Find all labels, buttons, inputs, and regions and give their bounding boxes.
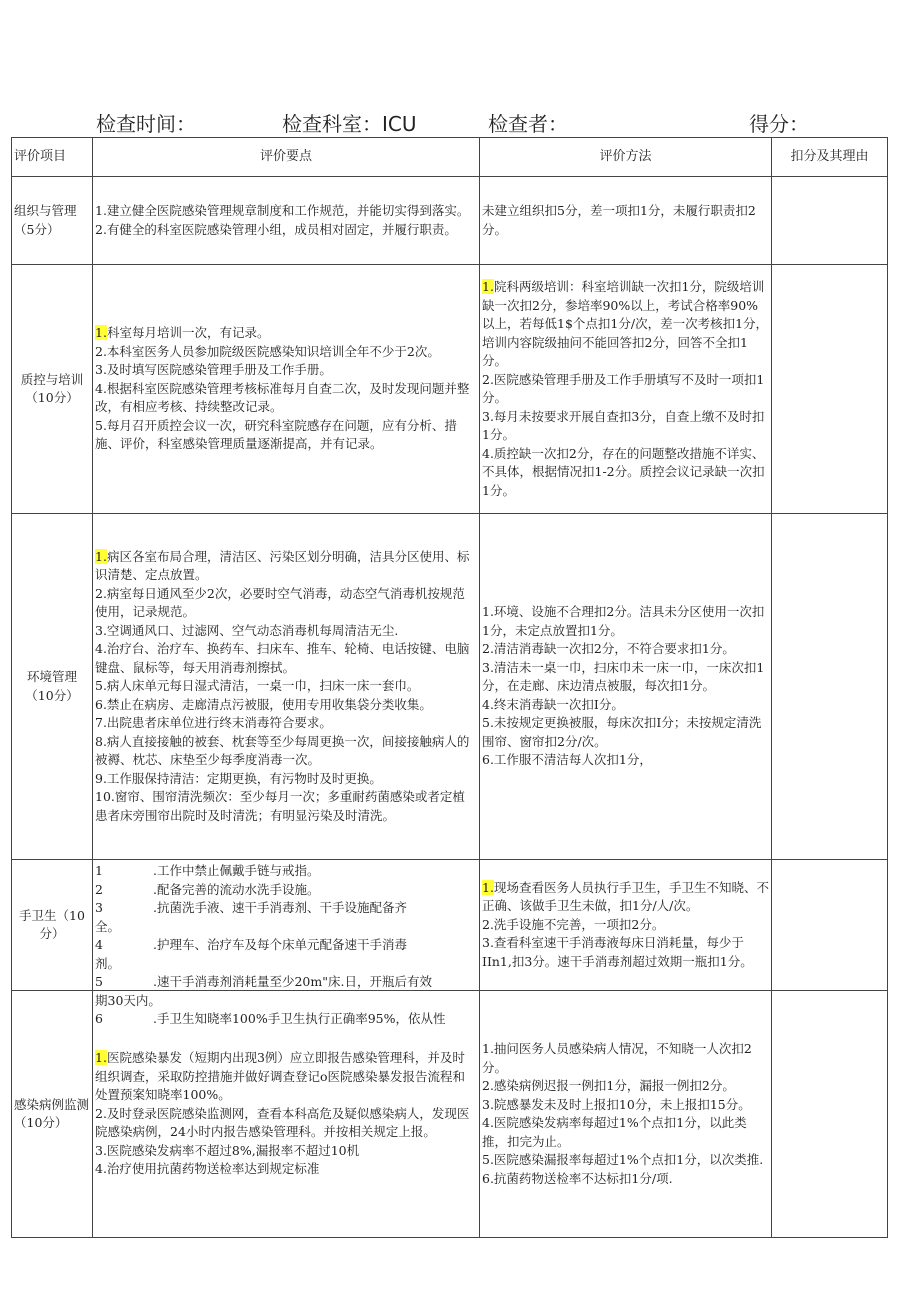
row-deduction-cell[interactable] bbox=[772, 177, 888, 265]
point-item: 3.医院感染发病率不超过8%,漏报率不超过10机 bbox=[95, 1142, 360, 1158]
point-number: 1 bbox=[95, 863, 103, 878]
point-item: 2.病室每日通风至少2次，必要时空气消毒，动态空气消毒机按规范使用，记录规范。 bbox=[95, 585, 465, 620]
point-item: 3 .抗菌洗手液、速干手消毒剂、干手设施配备齐 bbox=[95, 899, 477, 918]
highlight-marker: 1. bbox=[95, 1050, 107, 1066]
method-item: 3.每月未按要求开展自查扣3分，自查上缴不及时扣1分。 bbox=[482, 408, 765, 442]
point-item: 1.建立健全医院感染管理规章制度和工作规范，并能切实得到落实。 bbox=[95, 203, 470, 218]
point-item: 2.有健全的科室医院感染管理小组，成员相对固定，并履行职责。 bbox=[95, 221, 457, 237]
row-category: 质控与培训（10分） bbox=[12, 265, 93, 514]
point-item: 1.医院感染暴发（短期内出现3例）应立即报告感染管理科，并及时组织调查，采取防控措施并做好调查登记o医院感染暴发报告流程和处置预案知晓率100%。 bbox=[95, 1050, 466, 1103]
method-item: 6.抗菌药物送检率不达标扣1分/项. bbox=[482, 1170, 673, 1186]
method-item: 1.抽问医务人员感染病人情况，不知晓一人次扣2分。 bbox=[482, 1041, 752, 1075]
highlight-marker: 1. bbox=[482, 279, 494, 294]
point-item: 5.病人床单元每日湿式清洁，一桌一巾，扫床一床一套巾。 bbox=[95, 678, 420, 694]
point-number: 2 bbox=[95, 881, 103, 897]
column-header-item: 评价项目 bbox=[12, 138, 93, 177]
method-item: 2.洗手设施不完善，一项扣2分。 bbox=[482, 916, 665, 932]
row-points bbox=[93, 265, 480, 514]
table-row bbox=[12, 265, 888, 514]
point-item: 8.病人直接接触的被套、枕套等至少每周更换一次，间接接触病人的被褥、枕芯、床垫至少每季度消毒一次。 bbox=[95, 733, 470, 768]
point-item: 4.治疗台、治疗车、换药车、扫床车、推车、轮椅、电话按键、电脑键盘、鼠标等，每天用消毒剂擦拭。 bbox=[95, 641, 470, 675]
row-method bbox=[480, 177, 772, 265]
row-deduction-cell[interactable] bbox=[772, 860, 888, 991]
inspection-header bbox=[0, 108, 920, 138]
point-item-continued: 全。 bbox=[95, 918, 121, 934]
method-item: 3.清洁未一桌一巾，扫床巾未一床一巾，一床次扣1分，在走廊、床边清点被服，每次扣1分。 bbox=[482, 659, 765, 694]
point-item: 1.科室每月培训一次，有记录。 bbox=[95, 325, 270, 341]
method-item: 6.工作服不清洁每人次扣1分， bbox=[482, 752, 652, 768]
point-item: 2 .配备完善的流动水洗手设施。 bbox=[95, 881, 477, 900]
point-item: 5 .速干手消毒剂消耗量至少20m"床.日，开瓶后有效 bbox=[95, 973, 477, 992]
method-item: 2.医院感染管理手册及工作手册填写不及时一项扣1分。 bbox=[482, 371, 765, 405]
row-deduction-cell[interactable] bbox=[772, 991, 888, 1238]
point-item: 6 .手卫生知晓率100%手卫生执行正确率95%，依从性 bbox=[95, 1010, 477, 1029]
method-item: 3.查看科室速干手消毒液每床日消耗量，每少于IIn1,扣3分。速干手消毒剂超过效期一瓶扣1分。 bbox=[482, 935, 753, 969]
table-row bbox=[12, 514, 888, 860]
highlight-marker: 1. bbox=[95, 325, 107, 341]
method-item: 2.感染病例迟报一例扣1分，漏报一例扣2分。 bbox=[482, 1078, 735, 1093]
evaluation-table bbox=[11, 137, 888, 1238]
point-item: 4.根据科室医院感染管理考核标准每月自查二次，及时发现问题并整改，有相应考核、持续整改记录。 bbox=[95, 380, 470, 415]
method-item: 1.现场查看医务人员执行手卫生，手卫生不知晓、不正确、该做手卫生未做，扣1分/人/次。 bbox=[482, 879, 769, 914]
method-item: 未建立组织扣5分，差一项扣1分，未履行职责扣2分。 bbox=[482, 203, 756, 237]
highlight-marker: 1. bbox=[95, 548, 107, 564]
row-deduction-cell[interactable] bbox=[772, 265, 888, 514]
row-deduction-cell[interactable] bbox=[772, 514, 888, 860]
method-item: 1.环境、设施不合理扣2分。洁具未分区使用一次扣1分，未定点放置扣1分。 bbox=[482, 604, 765, 638]
row-points bbox=[93, 860, 480, 1026]
column-header-method: 评价方法 bbox=[480, 138, 772, 177]
row-method bbox=[480, 514, 772, 860]
column-header-deduction: 扣分及其理由 bbox=[772, 138, 888, 177]
point-item: 9.工作服保持清洁：定期更换，有污物时及时更换。 bbox=[95, 770, 382, 786]
row-method bbox=[480, 991, 772, 1238]
method-item: 5.未按规定更换被服，每床次扣I分；未按规定清洗围帘、窗帘扣2分/次。 bbox=[482, 715, 762, 749]
method-item: 2.清洁消毒缺一次扣2分，不符合要求扣1分。 bbox=[482, 641, 735, 657]
point-item: 2.本科室医务人员参加院级医院感染知识培训全年不少于2次。 bbox=[95, 343, 440, 359]
method-item: 4.质控缺一次扣2分，存在的问题整改措施不详实、不具体，根据情况扣1-2分。质控会议记录缺一次扣1分。 bbox=[482, 445, 765, 498]
row-points bbox=[93, 514, 480, 860]
row-category: 感染病例监测（10分） bbox=[12, 991, 93, 1238]
point-number: 6 bbox=[95, 1011, 103, 1026]
point-number: 5 bbox=[95, 974, 103, 989]
row-category: 手卫生（10分） bbox=[12, 860, 93, 991]
inspector-label: 检查者： bbox=[488, 112, 568, 136]
point-item: 1.病区各室布局合理，清洁区、污染区划分明确，洁具分区使用、标识清楚、定点放置。 bbox=[95, 548, 470, 583]
row-points bbox=[93, 177, 480, 265]
point-item: 6.禁止在病房、走廊清点污被服，使用专用收集袋分类收集。 bbox=[95, 696, 432, 712]
table-row bbox=[12, 177, 888, 265]
method-item: 1.院科两级培训：科室培训缺一次扣1分，院级培训缺一次扣2分，参培率90%以上，考试合格率90%以上，若每低1$个点扣1分/次，差一次考核扣1分，培训内容院级抽问不能回答扣2分，回答不全扣1分。 bbox=[482, 279, 769, 368]
point-item: 2.及时登录医院感染监测网，查看本科高危及疑似感染病人，发现医院感染病例，24小时内报告感染管理科。并按相关规定上报。 bbox=[95, 1105, 470, 1140]
method-item: 4.医院感染发病率每超过1%个点扣1分，以此类推，扣完为止。 bbox=[482, 1115, 747, 1149]
row-method bbox=[480, 860, 772, 991]
highlight-marker: 1. bbox=[482, 879, 494, 895]
table-header-row bbox=[12, 138, 888, 177]
method-item: 4.终末消毒缺一次扣I分。 bbox=[482, 696, 624, 712]
point-item-continued: 期30天内。 bbox=[95, 992, 161, 1008]
point-item: 4 .护理车、治疗车及每个床单元配备速干手消毒 bbox=[95, 936, 477, 955]
point-item: 4.治疗使用抗菌药物送检率达到规定标准 bbox=[95, 1161, 320, 1177]
point-item: 1 .工作中禁止佩戴手链与戒指。 bbox=[95, 862, 477, 881]
method-item: 3.院感暴发未及时上报扣10分，未上报扣15分。 bbox=[482, 1096, 751, 1112]
method-item: 5.医院感染漏报率每超过1%个点扣1分，以次类推. bbox=[482, 1152, 764, 1167]
column-header-points: 评价要点 bbox=[93, 138, 480, 177]
point-item: 10.窗帘、围帘清洗频次：至少每月一次；多重耐药菌感染或者定植患者床旁围帘出院时及时清洗；有明显污染及时清洗。 bbox=[95, 789, 465, 823]
point-number: 4 bbox=[95, 937, 103, 952]
point-item: 5.每月召开质控会议一次，研究科室院感存在问题，应有分析、措施、评价，科室感染管理质量逐渐提高，并有记录。 bbox=[95, 417, 457, 452]
inspection-department-label: 检查科室：ICU bbox=[282, 112, 417, 136]
row-category: 组织与管理（5分） bbox=[12, 177, 93, 265]
table-row bbox=[12, 860, 888, 991]
row-category: 环境管理（10分） bbox=[12, 514, 93, 860]
score-label: 得分： bbox=[749, 112, 809, 136]
inspection-time-label: 检查时间： bbox=[96, 112, 196, 136]
point-item: 3.空调通风口、过滤网、空气动态消毒机每周清洁无尘. bbox=[95, 622, 399, 638]
point-item: 7.出院患者床单位进行终末消毒符合要求。 bbox=[95, 715, 332, 731]
point-number: 3 bbox=[95, 900, 103, 915]
row-method bbox=[480, 265, 772, 514]
point-item: 3.及时填写医院感染管理手册及工作手册。 bbox=[95, 362, 332, 378]
point-item-continued: 剂。 bbox=[95, 955, 121, 971]
